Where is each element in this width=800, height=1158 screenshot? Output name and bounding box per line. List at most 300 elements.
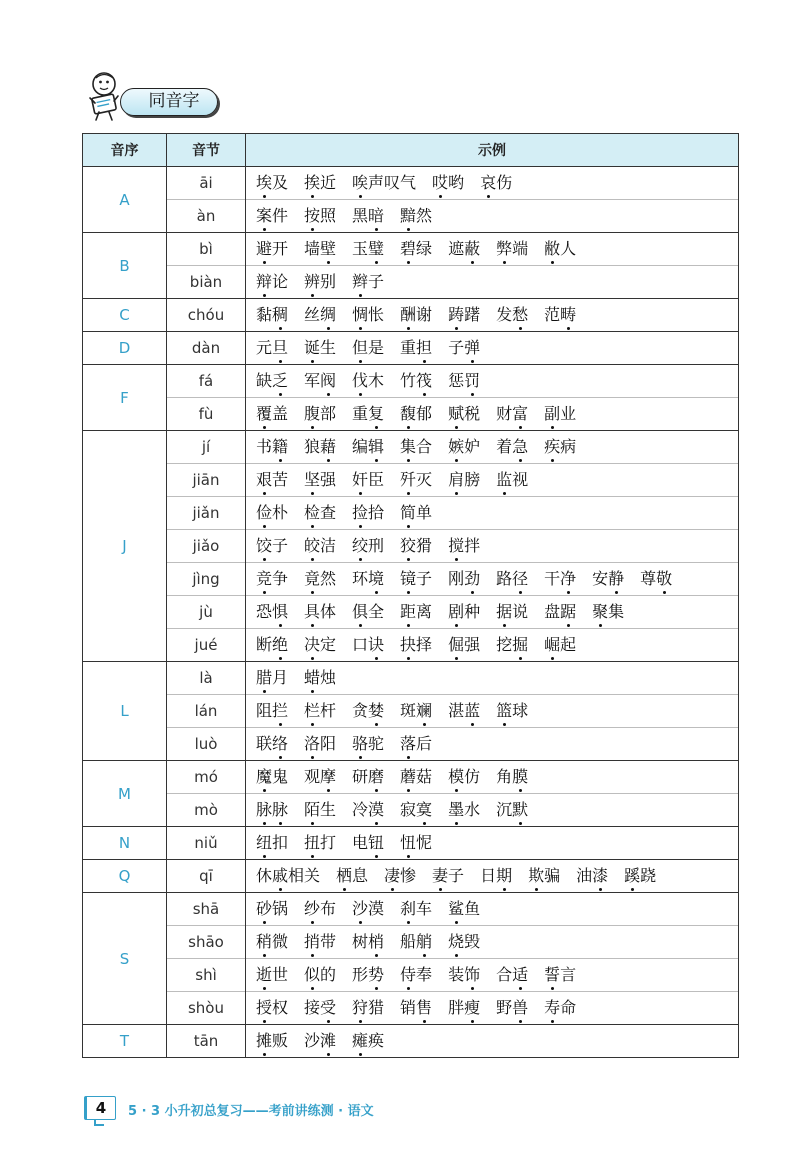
example-word xyxy=(496,965,528,985)
example-word xyxy=(400,800,432,820)
table-row xyxy=(83,464,739,497)
syllable-cell: lán xyxy=(167,695,246,728)
emphasis-dot xyxy=(311,855,314,858)
example-word xyxy=(256,173,288,193)
table-row xyxy=(83,398,739,431)
example-word xyxy=(256,668,288,688)
example-word xyxy=(256,800,288,820)
example-word-text: 决定 xyxy=(304,635,337,654)
example-word xyxy=(400,767,432,787)
example-word xyxy=(304,833,336,853)
example-word-text: 重担 xyxy=(400,338,433,357)
example-word-text: 口诀 xyxy=(352,635,385,654)
emphasis-dot xyxy=(471,591,474,594)
syllable-cell: shì xyxy=(167,959,246,992)
example-word-text: 瘫痪 xyxy=(352,1031,385,1050)
example-word xyxy=(400,206,432,226)
emphasis-dot xyxy=(311,228,314,231)
emphasis-dot xyxy=(359,360,362,363)
example-word-text: 寿命 xyxy=(544,998,577,1017)
example-word xyxy=(400,437,432,457)
example-word-text: 路径 xyxy=(496,569,529,588)
emphasis-dot xyxy=(551,261,554,264)
table-row xyxy=(83,299,739,332)
page-footer xyxy=(84,1094,504,1124)
example-word-text: 扭打 xyxy=(304,833,337,852)
emphasis-dot xyxy=(263,261,266,264)
example-word-text: 形势 xyxy=(352,965,385,984)
example-word xyxy=(256,206,288,226)
emphasis-dot xyxy=(503,261,506,264)
example-word xyxy=(496,800,528,820)
section-heading xyxy=(84,70,224,122)
syllable-cell: qī xyxy=(167,860,246,893)
emphasis-dot xyxy=(407,228,410,231)
emphasis-dot xyxy=(263,558,266,561)
example-word xyxy=(496,998,528,1018)
emphasis-dot xyxy=(423,822,426,825)
syllable-cell: jìng xyxy=(167,563,246,596)
example-word-text: 辫子 xyxy=(352,272,385,291)
example-word-text: 盘踞 xyxy=(544,602,577,621)
emphasis-dot xyxy=(263,1020,266,1023)
table-row xyxy=(83,332,739,365)
emphasis-dot xyxy=(263,1053,266,1056)
table-row xyxy=(83,860,739,893)
example-word xyxy=(496,569,528,589)
emphasis-dot xyxy=(359,756,362,759)
emphasis-dot xyxy=(455,789,458,792)
example-word-text: 弊端 xyxy=(496,239,529,258)
emphasis-dot xyxy=(327,459,330,462)
emphasis-dot xyxy=(359,1020,362,1023)
example-word-text: 但是 xyxy=(352,338,385,357)
emphasis-dot xyxy=(375,789,378,792)
example-word xyxy=(304,899,336,919)
example-word xyxy=(496,404,528,424)
emphasis-dot xyxy=(375,591,378,594)
table-row xyxy=(83,761,739,794)
emphasis-dot xyxy=(407,624,410,627)
example-word-text: 诞生 xyxy=(304,338,337,357)
example-word xyxy=(448,701,480,721)
emphasis-dot xyxy=(311,756,314,759)
example-word-text: 黑暗 xyxy=(352,206,385,225)
emphasis-dot xyxy=(631,888,634,891)
example-word xyxy=(304,965,336,985)
example-word-text: 皎洁 xyxy=(304,536,337,555)
example-word xyxy=(480,866,512,886)
example-word-text: 砂锅 xyxy=(256,899,289,918)
emphasis-dot xyxy=(375,987,378,990)
syllable-cell: bì xyxy=(167,233,246,266)
example-word xyxy=(400,899,432,919)
emphasis-dot xyxy=(407,921,410,924)
example-word xyxy=(304,404,336,424)
index-letter-cell: N xyxy=(83,827,167,860)
example-word xyxy=(448,305,480,325)
example-word-text: 挖掘 xyxy=(496,635,529,654)
emphasis-dot xyxy=(263,294,266,297)
syllable-cell: jiān xyxy=(167,464,246,497)
emphasis-dot xyxy=(375,723,378,726)
syllable-cell: mò xyxy=(167,794,246,827)
emphasis-dot xyxy=(599,624,602,627)
example-word-text: 授权 xyxy=(256,998,289,1017)
example-word-text: 唉声叹气 xyxy=(352,173,417,192)
example-word xyxy=(352,239,384,259)
example-word-text: 书籍 xyxy=(256,437,289,456)
example-word-text: 辨别 xyxy=(304,272,337,291)
table-row xyxy=(83,992,739,1025)
example-word xyxy=(400,932,432,952)
syllable-cell: niǔ xyxy=(167,827,246,860)
example-word-text: 剧种 xyxy=(448,602,481,621)
syllable-cell: jiǎo xyxy=(167,530,246,563)
emphasis-dot xyxy=(375,954,378,957)
emphasis-dot xyxy=(311,987,314,990)
emphasis-dot xyxy=(279,459,282,462)
header-index: 音序 xyxy=(83,134,167,167)
emphasis-dot xyxy=(279,360,282,363)
example-word-text: 凄惨 xyxy=(384,866,417,885)
example-word-text: 纽扣 xyxy=(256,833,289,852)
syllable-cell: tān xyxy=(167,1025,246,1058)
example-word-text: 墙壁 xyxy=(304,239,337,258)
example-word-text: 销售 xyxy=(400,998,433,1017)
example-word-text: 栏杆 xyxy=(304,701,337,720)
example-word-text: 电钮 xyxy=(352,833,385,852)
examples-cell xyxy=(246,695,739,728)
example-word-text: 黯然 xyxy=(400,206,433,225)
example-word xyxy=(352,899,384,919)
example-word-text: 狩猎 xyxy=(352,998,385,1017)
table-row xyxy=(83,365,739,398)
example-word xyxy=(400,338,432,358)
example-word xyxy=(304,437,336,457)
syllable-cell: fá xyxy=(167,365,246,398)
examples-cell xyxy=(246,860,739,893)
table-row xyxy=(83,233,739,266)
header-examples: 示例 xyxy=(246,134,739,167)
emphasis-dot xyxy=(423,360,426,363)
emphasis-dot xyxy=(407,657,410,660)
emphasis-dot xyxy=(375,459,378,462)
example-word-text: 编辑 xyxy=(352,437,385,456)
table-row xyxy=(83,794,739,827)
example-word xyxy=(352,305,384,325)
example-word-text: 似的 xyxy=(304,965,337,984)
example-word-text: 镜子 xyxy=(400,569,433,588)
examples-cell xyxy=(246,893,739,926)
emphasis-dot xyxy=(311,690,314,693)
example-word-text: 着急 xyxy=(496,437,529,456)
example-word xyxy=(400,503,432,523)
example-word-text: 范畴 xyxy=(544,305,577,324)
example-word-text: 树梢 xyxy=(352,932,385,951)
examples-cell xyxy=(246,200,739,233)
example-word-text: 联络 xyxy=(256,734,289,753)
table-row xyxy=(83,959,739,992)
example-word-text: 断绝 xyxy=(256,635,289,654)
syllable-cell: jué xyxy=(167,629,246,662)
emphasis-dot xyxy=(407,756,410,759)
example-word xyxy=(496,701,528,721)
syllable-cell: jù xyxy=(167,596,246,629)
example-word-text: 馥郁 xyxy=(400,404,433,423)
example-word-text: 油漆 xyxy=(576,866,609,885)
example-word xyxy=(544,569,576,589)
index-letter-cell: D xyxy=(83,332,167,365)
example-word xyxy=(448,965,480,985)
example-word xyxy=(304,701,336,721)
example-word-text: 搅拌 xyxy=(448,536,481,555)
example-word-text: 惆怅 xyxy=(352,305,385,324)
example-word xyxy=(304,206,336,226)
example-word xyxy=(400,371,432,391)
emphasis-dot xyxy=(327,261,330,264)
example-word xyxy=(304,305,336,325)
example-word xyxy=(640,569,672,589)
example-word-text: 辩论 xyxy=(256,272,289,291)
index-letter-cell: L xyxy=(83,662,167,761)
emphasis-dot xyxy=(279,393,282,396)
emphasis-dot xyxy=(615,591,618,594)
index-letter-cell: B xyxy=(83,233,167,299)
syllable-cell: là xyxy=(167,662,246,695)
example-word xyxy=(256,899,288,919)
index-letter-cell: C xyxy=(83,299,167,332)
example-word xyxy=(352,965,384,985)
example-word xyxy=(352,569,384,589)
book-title: 5 · 3 小升初总复习——考前讲练测 · 语文 xyxy=(128,1104,374,1119)
emphasis-dot xyxy=(263,492,266,495)
table-body xyxy=(83,167,739,1058)
example-word xyxy=(256,866,320,886)
example-word xyxy=(304,602,336,622)
emphasis-dot xyxy=(279,822,282,825)
emphasis-dot xyxy=(519,1020,522,1023)
example-word xyxy=(304,800,336,820)
emphasis-dot xyxy=(519,657,522,660)
emphasis-dot xyxy=(311,195,314,198)
emphasis-dot xyxy=(263,921,266,924)
example-word-text: 誓言 xyxy=(544,965,577,984)
examples-cell xyxy=(246,365,739,398)
example-word-text: 逝世 xyxy=(256,965,289,984)
example-word-text: 坚强 xyxy=(304,470,337,489)
emphasis-dot xyxy=(311,492,314,495)
emphasis-dot xyxy=(279,624,282,627)
example-word xyxy=(304,536,336,556)
examples-cell xyxy=(246,530,739,563)
example-word-text: 墨水 xyxy=(448,800,481,819)
example-word xyxy=(256,932,288,952)
example-word-text: 哀伤 xyxy=(480,173,513,192)
table-row xyxy=(83,695,739,728)
example-word xyxy=(448,569,480,589)
emphasis-dot xyxy=(311,360,314,363)
table-row xyxy=(83,893,739,926)
example-word-text: 饺子 xyxy=(256,536,289,555)
example-word xyxy=(576,866,608,886)
emphasis-dot xyxy=(455,492,458,495)
example-word xyxy=(544,998,576,1018)
example-word xyxy=(544,305,576,325)
example-word xyxy=(448,371,480,391)
example-word-text: 竟然 xyxy=(304,569,337,588)
emphasis-dot xyxy=(455,657,458,660)
example-word-text: 案件 xyxy=(256,206,289,225)
table-row xyxy=(83,1025,739,1058)
example-word-text: 歼灭 xyxy=(400,470,433,489)
emphasis-dot xyxy=(327,393,330,396)
example-word xyxy=(352,635,384,655)
example-word xyxy=(496,470,528,490)
example-word xyxy=(256,305,288,325)
example-word-text: 恐惧 xyxy=(256,602,289,621)
example-word xyxy=(352,470,384,490)
emphasis-dot xyxy=(359,327,362,330)
example-word-text: 竹筏 xyxy=(400,371,433,390)
example-word xyxy=(256,1031,288,1051)
emphasis-dot xyxy=(663,591,666,594)
emphasis-dot xyxy=(311,657,314,660)
example-word xyxy=(400,965,432,985)
example-word xyxy=(256,635,288,655)
example-word xyxy=(496,602,528,622)
example-word-text: 观摩 xyxy=(304,767,337,786)
example-word xyxy=(432,866,464,886)
example-word xyxy=(448,536,480,556)
examples-cell xyxy=(246,266,739,299)
example-word xyxy=(352,602,384,622)
emphasis-dot xyxy=(311,294,314,297)
example-word xyxy=(256,701,288,721)
example-word-text: 刹车 xyxy=(400,899,433,918)
emphasis-dot xyxy=(535,888,538,891)
example-word-text: 角膜 xyxy=(496,767,529,786)
example-word xyxy=(256,767,288,787)
example-word xyxy=(352,173,416,193)
emphasis-dot xyxy=(455,921,458,924)
emphasis-dot xyxy=(263,690,266,693)
emphasis-dot xyxy=(311,822,314,825)
example-word-text: 栖息 xyxy=(336,866,369,885)
example-word xyxy=(256,371,288,391)
example-word-text: 倔强 xyxy=(448,635,481,654)
examples-cell xyxy=(246,563,739,596)
examples-cell xyxy=(246,299,739,332)
example-word xyxy=(304,173,336,193)
example-word xyxy=(448,437,480,457)
emphasis-dot xyxy=(279,723,282,726)
emphasis-dot xyxy=(455,558,458,561)
example-word-text: 安静 xyxy=(592,569,625,588)
syllable-cell: àn xyxy=(167,200,246,233)
example-word-text: 丝绸 xyxy=(304,305,337,324)
example-word-text: 俱全 xyxy=(352,602,385,621)
example-word-text: 洛阳 xyxy=(304,734,337,753)
example-word xyxy=(528,866,560,886)
example-word-text: 寂寞 xyxy=(400,800,433,819)
emphasis-dot xyxy=(359,393,362,396)
example-word-text: 落后 xyxy=(400,734,433,753)
syllable-cell: luò xyxy=(167,728,246,761)
emphasis-dot xyxy=(471,987,474,990)
example-word-text: 蹊跷 xyxy=(624,866,657,885)
emphasis-dot xyxy=(375,855,378,858)
emphasis-dot xyxy=(567,327,570,330)
table-row xyxy=(83,431,739,464)
example-word-text: 冷漠 xyxy=(352,800,385,819)
example-word xyxy=(448,932,480,952)
example-word xyxy=(352,767,384,787)
examples-cell xyxy=(246,167,739,200)
example-word-text: 接受 xyxy=(304,998,337,1017)
emphasis-dot xyxy=(455,822,458,825)
example-word xyxy=(256,569,288,589)
examples-cell xyxy=(246,761,739,794)
examples-cell xyxy=(246,398,739,431)
example-word-text: 沙漠 xyxy=(352,899,385,918)
example-word-text: 监视 xyxy=(496,470,529,489)
index-letter-cell: A xyxy=(83,167,167,233)
example-word xyxy=(448,899,480,919)
example-word-text: 湛蓝 xyxy=(448,701,481,720)
example-word-text: 简单 xyxy=(400,503,433,522)
example-word-text: 军阀 xyxy=(304,371,337,390)
emphasis-dot xyxy=(407,327,410,330)
emphasis-dot xyxy=(375,261,378,264)
example-word-text: 狡猾 xyxy=(400,536,433,555)
emphasis-dot xyxy=(359,195,362,198)
example-word-text: 蘑菇 xyxy=(400,767,433,786)
example-word xyxy=(400,536,432,556)
example-word-text: 船艄 xyxy=(400,932,433,951)
emphasis-dot xyxy=(343,888,346,891)
emphasis-dot xyxy=(407,261,410,264)
example-word-text: 惩罚 xyxy=(448,371,481,390)
table-header-row xyxy=(83,134,739,167)
emphasis-dot xyxy=(407,789,410,792)
emphasis-dot xyxy=(455,426,458,429)
example-word-text: 抉择 xyxy=(400,635,433,654)
emphasis-dot xyxy=(439,195,442,198)
example-word xyxy=(352,371,384,391)
example-word-text: 沙滩 xyxy=(304,1031,337,1050)
emphasis-dot xyxy=(263,822,266,825)
example-word xyxy=(400,998,432,1018)
example-word xyxy=(304,1031,336,1051)
example-word-text: 狼藉 xyxy=(304,437,337,456)
header-syllable: 音节 xyxy=(167,134,246,167)
emphasis-dot xyxy=(311,954,314,957)
examples-cell xyxy=(246,497,739,530)
example-word-text: 副业 xyxy=(544,404,577,423)
emphasis-dot xyxy=(359,921,362,924)
example-word-text: 缺乏 xyxy=(256,371,289,390)
example-word xyxy=(496,239,528,259)
example-word xyxy=(496,767,528,787)
emphasis-dot xyxy=(359,558,362,561)
emphasis-dot xyxy=(279,327,282,330)
example-word xyxy=(256,404,288,424)
example-word-text: 据说 xyxy=(496,602,529,621)
emphasis-dot xyxy=(551,426,554,429)
example-word xyxy=(400,734,432,754)
page-number-hook xyxy=(94,1119,104,1126)
